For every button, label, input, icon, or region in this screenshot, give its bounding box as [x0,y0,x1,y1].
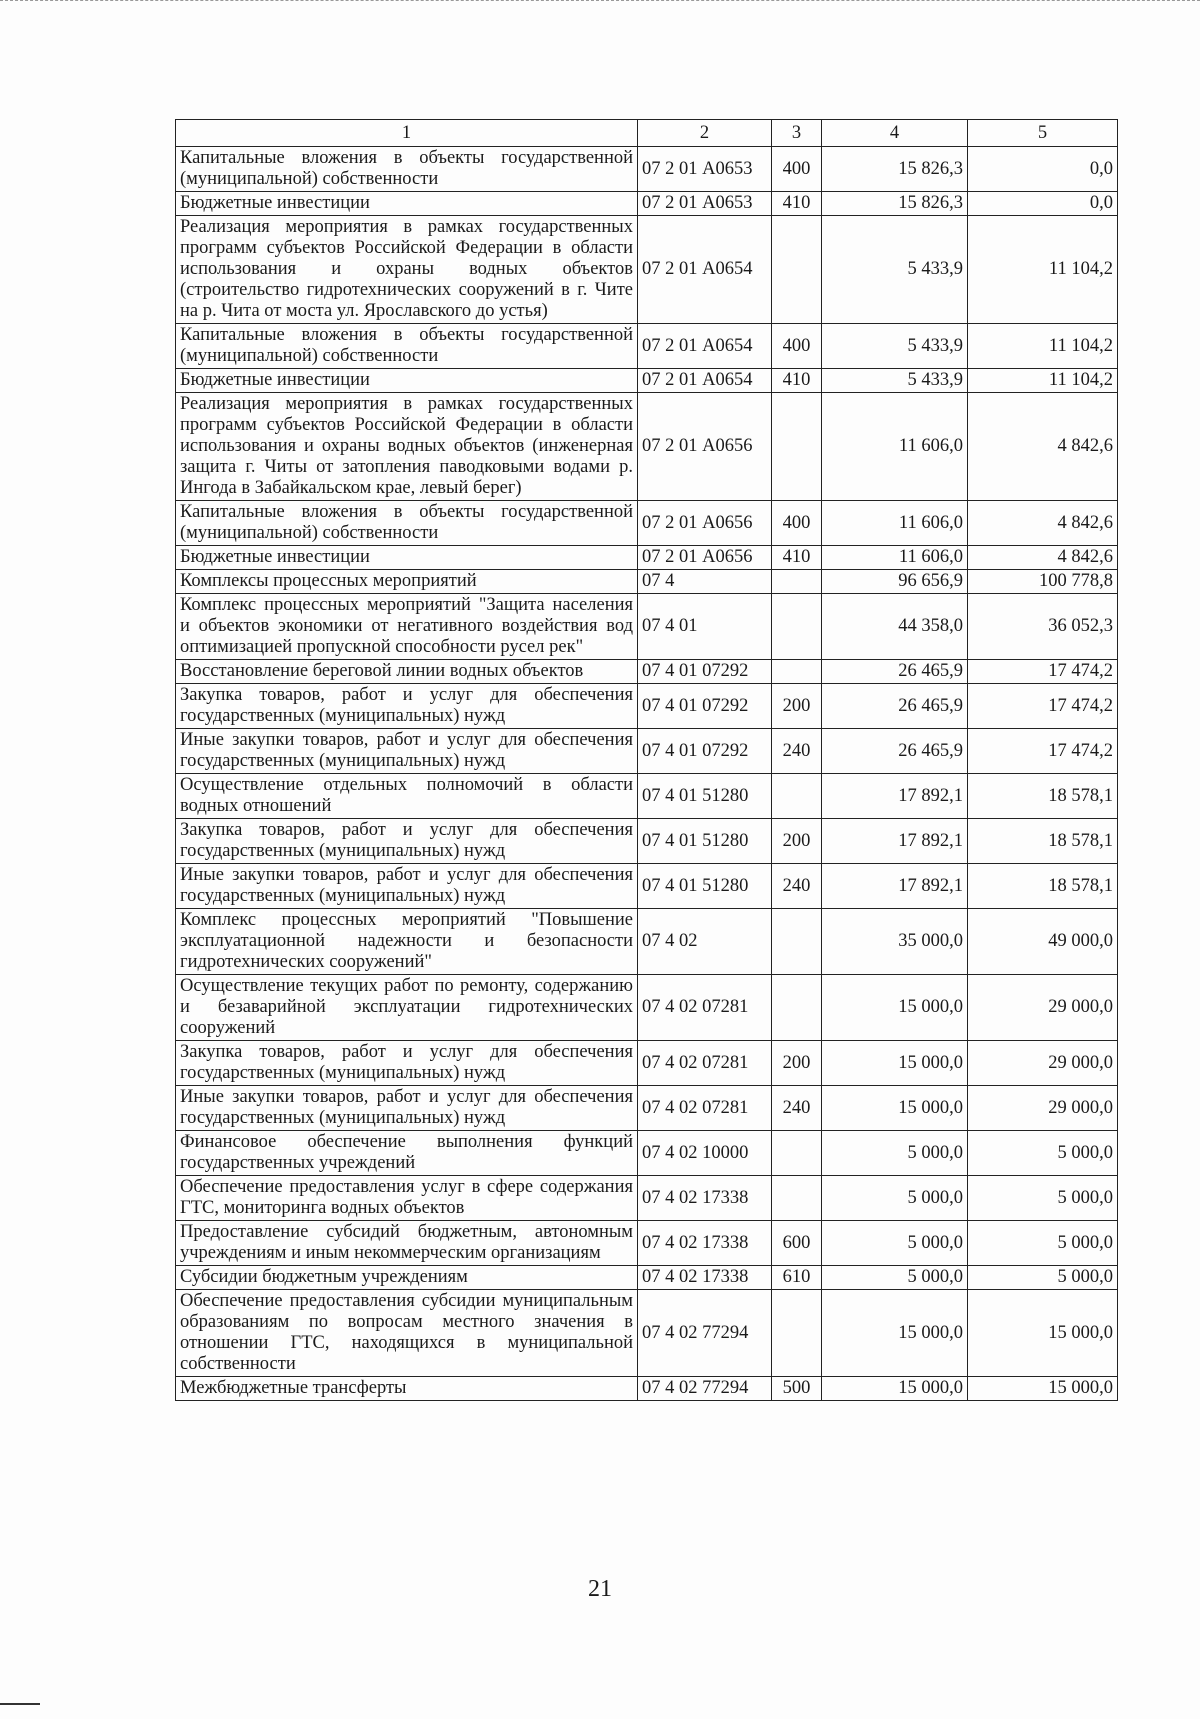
row-type-cell [772,975,822,1041]
row-value-col5-cell: 5 000,0 [968,1131,1118,1176]
row-name-cell: Закупка товаров, работ и услуг для обеспечения государственных (муниципальных) нужд [176,819,638,864]
row-type-cell [772,570,822,594]
table-row [176,819,1118,864]
table-row [176,1266,1118,1290]
row-type-cell [772,1131,822,1176]
table-row [176,216,1118,324]
row-value-col4-cell: 35 000,0 [822,909,968,975]
row-name-cell: Иные закупки товаров, работ и услуг для обеспечения государственных (муниципальных) нужд [176,1086,638,1131]
row-name-cell: Капитальные вложения в объекты государственной (муниципальной) собственности [176,324,638,369]
row-code-cell: 07 4 02 07281 [638,1086,772,1131]
row-value-col4-cell: 96 656,9 [822,570,968,594]
row-value-col4-cell: 11 606,0 [822,393,968,501]
row-type-cell: 400 [772,501,822,546]
row-type-cell [772,1290,822,1377]
row-value-col5-cell: 100 778,8 [968,570,1118,594]
row-value-col4-cell: 5 433,9 [822,216,968,324]
table-row [176,1041,1118,1086]
row-type-cell [772,393,822,501]
row-code-cell: 07 4 01 [638,594,772,660]
table-row [176,1086,1118,1131]
row-value-col5-cell: 15 000,0 [968,1377,1118,1401]
row-type-cell [772,1176,822,1221]
page-number: 21 [588,1576,612,1602]
row-value-col4-cell: 5 000,0 [822,1176,968,1221]
row-name-cell: Капитальные вложения в объекты государственной (муниципальной) собственности [176,501,638,546]
row-name-cell: Бюджетные инвестиции [176,192,638,216]
row-type-cell: 200 [772,684,822,729]
row-value-col5-cell: 18 578,1 [968,819,1118,864]
row-code-cell: 07 2 01 А0654 [638,369,772,393]
row-name-cell: Бюджетные инвестиции [176,546,638,570]
row-value-col5-cell: 17 474,2 [968,660,1118,684]
row-code-cell: 07 4 01 51280 [638,774,772,819]
row-value-col4-cell: 5 000,0 [822,1266,968,1290]
row-value-col4-cell: 15 826,3 [822,192,968,216]
row-type-cell: 200 [772,819,822,864]
row-value-col4-cell: 5 000,0 [822,1131,968,1176]
row-value-col5-cell: 0,0 [968,192,1118,216]
row-value-col5-cell: 0,0 [968,147,1118,192]
row-code-cell: 07 4 02 07281 [638,975,772,1041]
row-code-cell: 07 2 01 А0654 [638,324,772,369]
row-value-col5-cell: 36 052,3 [968,594,1118,660]
column-header-3: 3 [772,120,822,147]
row-name-cell: Комплекс процессных мероприятий "Повышение эксплуатационной надежности и безопасности гидротехнических сооружений" [176,909,638,975]
row-value-col4-cell: 5 000,0 [822,1221,968,1266]
row-type-cell: 400 [772,324,822,369]
row-value-col4-cell: 26 465,9 [822,684,968,729]
table-row [176,1131,1118,1176]
row-code-cell: 07 4 01 51280 [638,864,772,909]
row-code-cell: 07 4 02 10000 [638,1131,772,1176]
table-row [176,909,1118,975]
table-row [176,1221,1118,1266]
row-value-col4-cell: 11 606,0 [822,546,968,570]
row-value-col5-cell: 29 000,0 [968,1041,1118,1086]
row-type-cell: 200 [772,1041,822,1086]
row-type-cell: 240 [772,1086,822,1131]
row-value-col5-cell: 5 000,0 [968,1176,1118,1221]
row-value-col4-cell: 11 606,0 [822,501,968,546]
row-value-col5-cell: 17 474,2 [968,684,1118,729]
row-value-col5-cell: 17 474,2 [968,729,1118,774]
row-value-col5-cell: 5 000,0 [968,1266,1118,1290]
row-name-cell: Реализация мероприятия в рамках государственных программ субъектов Российской Федерации в области использования и охраны водных объектов (инженерная защита г. Читы от затопления паводковыми водами р. Ингода в Забайкальском крае, левый берег) [176,393,638,501]
column-header-1: 1 [176,120,638,147]
row-name-cell: Межбюджетные трансферты [176,1377,638,1401]
row-type-cell: 240 [772,864,822,909]
row-code-cell: 07 4 02 17338 [638,1176,772,1221]
row-name-cell: Финансовое обеспечение выполнения функций государственных учреждений [176,1131,638,1176]
row-name-cell: Осуществление отдельных полномочий в области водных отношений [176,774,638,819]
table-row [176,147,1118,192]
row-value-col5-cell: 49 000,0 [968,909,1118,975]
table-row [176,1176,1118,1221]
table-row [176,684,1118,729]
row-value-col4-cell: 5 433,9 [822,369,968,393]
table-row [176,864,1118,909]
row-type-cell: 410 [772,369,822,393]
row-value-col5-cell: 15 000,0 [968,1290,1118,1377]
row-name-cell: Иные закупки товаров, работ и услуг для обеспечения государственных (муниципальных) нужд [176,864,638,909]
row-value-col4-cell: 5 433,9 [822,324,968,369]
row-code-cell: 07 4 [638,570,772,594]
row-type-cell: 500 [772,1377,822,1401]
row-value-col4-cell: 17 892,1 [822,819,968,864]
row-name-cell: Осуществление текущих работ по ремонту, содержанию и безаварийной эксплуатации гидротехнических сооружений [176,975,638,1041]
table-header-row [176,120,1118,147]
row-type-cell: 400 [772,147,822,192]
row-code-cell: 07 4 02 77294 [638,1377,772,1401]
row-value-col4-cell: 26 465,9 [822,660,968,684]
table-row [176,729,1118,774]
row-type-cell: 410 [772,192,822,216]
row-value-col4-cell: 15 000,0 [822,1377,968,1401]
row-value-col5-cell: 4 842,6 [968,393,1118,501]
row-code-cell: 07 2 01 А0656 [638,546,772,570]
row-code-cell: 07 4 02 17338 [638,1266,772,1290]
column-header-2: 2 [638,120,772,147]
row-code-cell: 07 4 02 17338 [638,1221,772,1266]
row-value-col5-cell: 18 578,1 [968,864,1118,909]
row-value-col4-cell: 17 892,1 [822,864,968,909]
row-value-col4-cell: 44 358,0 [822,594,968,660]
row-code-cell: 07 4 01 07292 [638,660,772,684]
table-row [176,570,1118,594]
row-value-col5-cell: 5 000,0 [968,1221,1118,1266]
table-row [176,192,1118,216]
budget-table [175,119,1118,1401]
row-value-col5-cell: 29 000,0 [968,1086,1118,1131]
row-code-cell: 07 4 01 07292 [638,729,772,774]
table-row [176,594,1118,660]
row-name-cell: Реализация мероприятия в рамках государственных программ субъектов Российской Федерации в области использования и охраны водных объектов (строительство гидротехнических сооружений в г. Чите на р. Чита от моста ул. Ярославского до устья) [176,216,638,324]
row-code-cell: 07 2 01 А0653 [638,147,772,192]
row-value-col5-cell: 4 842,6 [968,501,1118,546]
row-code-cell: 07 4 02 [638,909,772,975]
row-type-cell [772,660,822,684]
column-header-5: 5 [968,120,1118,147]
row-code-cell: 07 2 01 А0656 [638,393,772,501]
row-name-cell: Закупка товаров, работ и услуг для обеспечения государственных (муниципальных) нужд [176,1041,638,1086]
row-type-cell: 600 [772,1221,822,1266]
row-type-cell: 410 [772,546,822,570]
table-row [176,975,1118,1041]
row-value-col5-cell: 4 842,6 [968,546,1118,570]
row-type-cell [772,909,822,975]
table-row [176,393,1118,501]
row-name-cell: Комплексы процессных мероприятий [176,570,638,594]
row-name-cell: Закупка товаров, работ и услуг для обеспечения государственных (муниципальных) нужд [176,684,638,729]
row-name-cell: Капитальные вложения в объекты государственной (муниципальной) собственности [176,147,638,192]
row-code-cell: 07 4 02 77294 [638,1290,772,1377]
row-type-cell [772,594,822,660]
row-code-cell: 07 2 01 А0653 [638,192,772,216]
row-code-cell: 07 4 01 07292 [638,684,772,729]
row-value-col5-cell: 18 578,1 [968,774,1118,819]
scan-top-edge [0,0,1200,4]
scan-corner-mark [0,1703,40,1705]
table-row [176,501,1118,546]
row-value-col4-cell: 15 000,0 [822,975,968,1041]
table-row [176,546,1118,570]
row-name-cell: Восстановление береговой линии водных объектов [176,660,638,684]
row-value-col4-cell: 15 000,0 [822,1041,968,1086]
row-value-col5-cell: 11 104,2 [968,324,1118,369]
row-value-col4-cell: 15 000,0 [822,1290,968,1377]
row-name-cell: Субсидии бюджетным учреждениям [176,1266,638,1290]
row-value-col5-cell: 11 104,2 [968,369,1118,393]
table-row [176,369,1118,393]
row-code-cell: 07 2 01 А0654 [638,216,772,324]
row-name-cell: Предоставление субсидий бюджетным, автономным учреждениям и иным некоммерческим организациям [176,1221,638,1266]
row-name-cell: Комплекс процессных мероприятий "Защита населения и объектов экономики от негативного воздействия вод оптимизацией пропускной способности русел рек" [176,594,638,660]
row-type-cell: 610 [772,1266,822,1290]
table-body [176,147,1118,1401]
table-row [176,324,1118,369]
row-type-cell [772,774,822,819]
row-code-cell: 07 2 01 А0656 [638,501,772,546]
row-code-cell: 07 4 02 07281 [638,1041,772,1086]
row-name-cell: Иные закупки товаров, работ и услуг для обеспечения государственных (муниципальных) нужд [176,729,638,774]
column-header-4: 4 [822,120,968,147]
row-value-col5-cell: 11 104,2 [968,216,1118,324]
row-name-cell: Обеспечение предоставления субсидии муниципальным образованиям по вопросам местного значения в отношении ГТС, находящихся в муниципальной собственности [176,1290,638,1377]
table-row [176,774,1118,819]
table-row [176,1290,1118,1377]
table-row [176,660,1118,684]
row-value-col5-cell: 29 000,0 [968,975,1118,1041]
row-value-col4-cell: 15 000,0 [822,1086,968,1131]
row-value-col4-cell: 15 826,3 [822,147,968,192]
row-name-cell: Бюджетные инвестиции [176,369,638,393]
row-type-cell [772,216,822,324]
row-type-cell: 240 [772,729,822,774]
row-code-cell: 07 4 01 51280 [638,819,772,864]
table-row [176,1377,1118,1401]
row-value-col4-cell: 17 892,1 [822,774,968,819]
row-name-cell: Обеспечение предоставления услуг в сфере содержания ГТС, мониторинга водных объектов [176,1176,638,1221]
row-value-col4-cell: 26 465,9 [822,729,968,774]
